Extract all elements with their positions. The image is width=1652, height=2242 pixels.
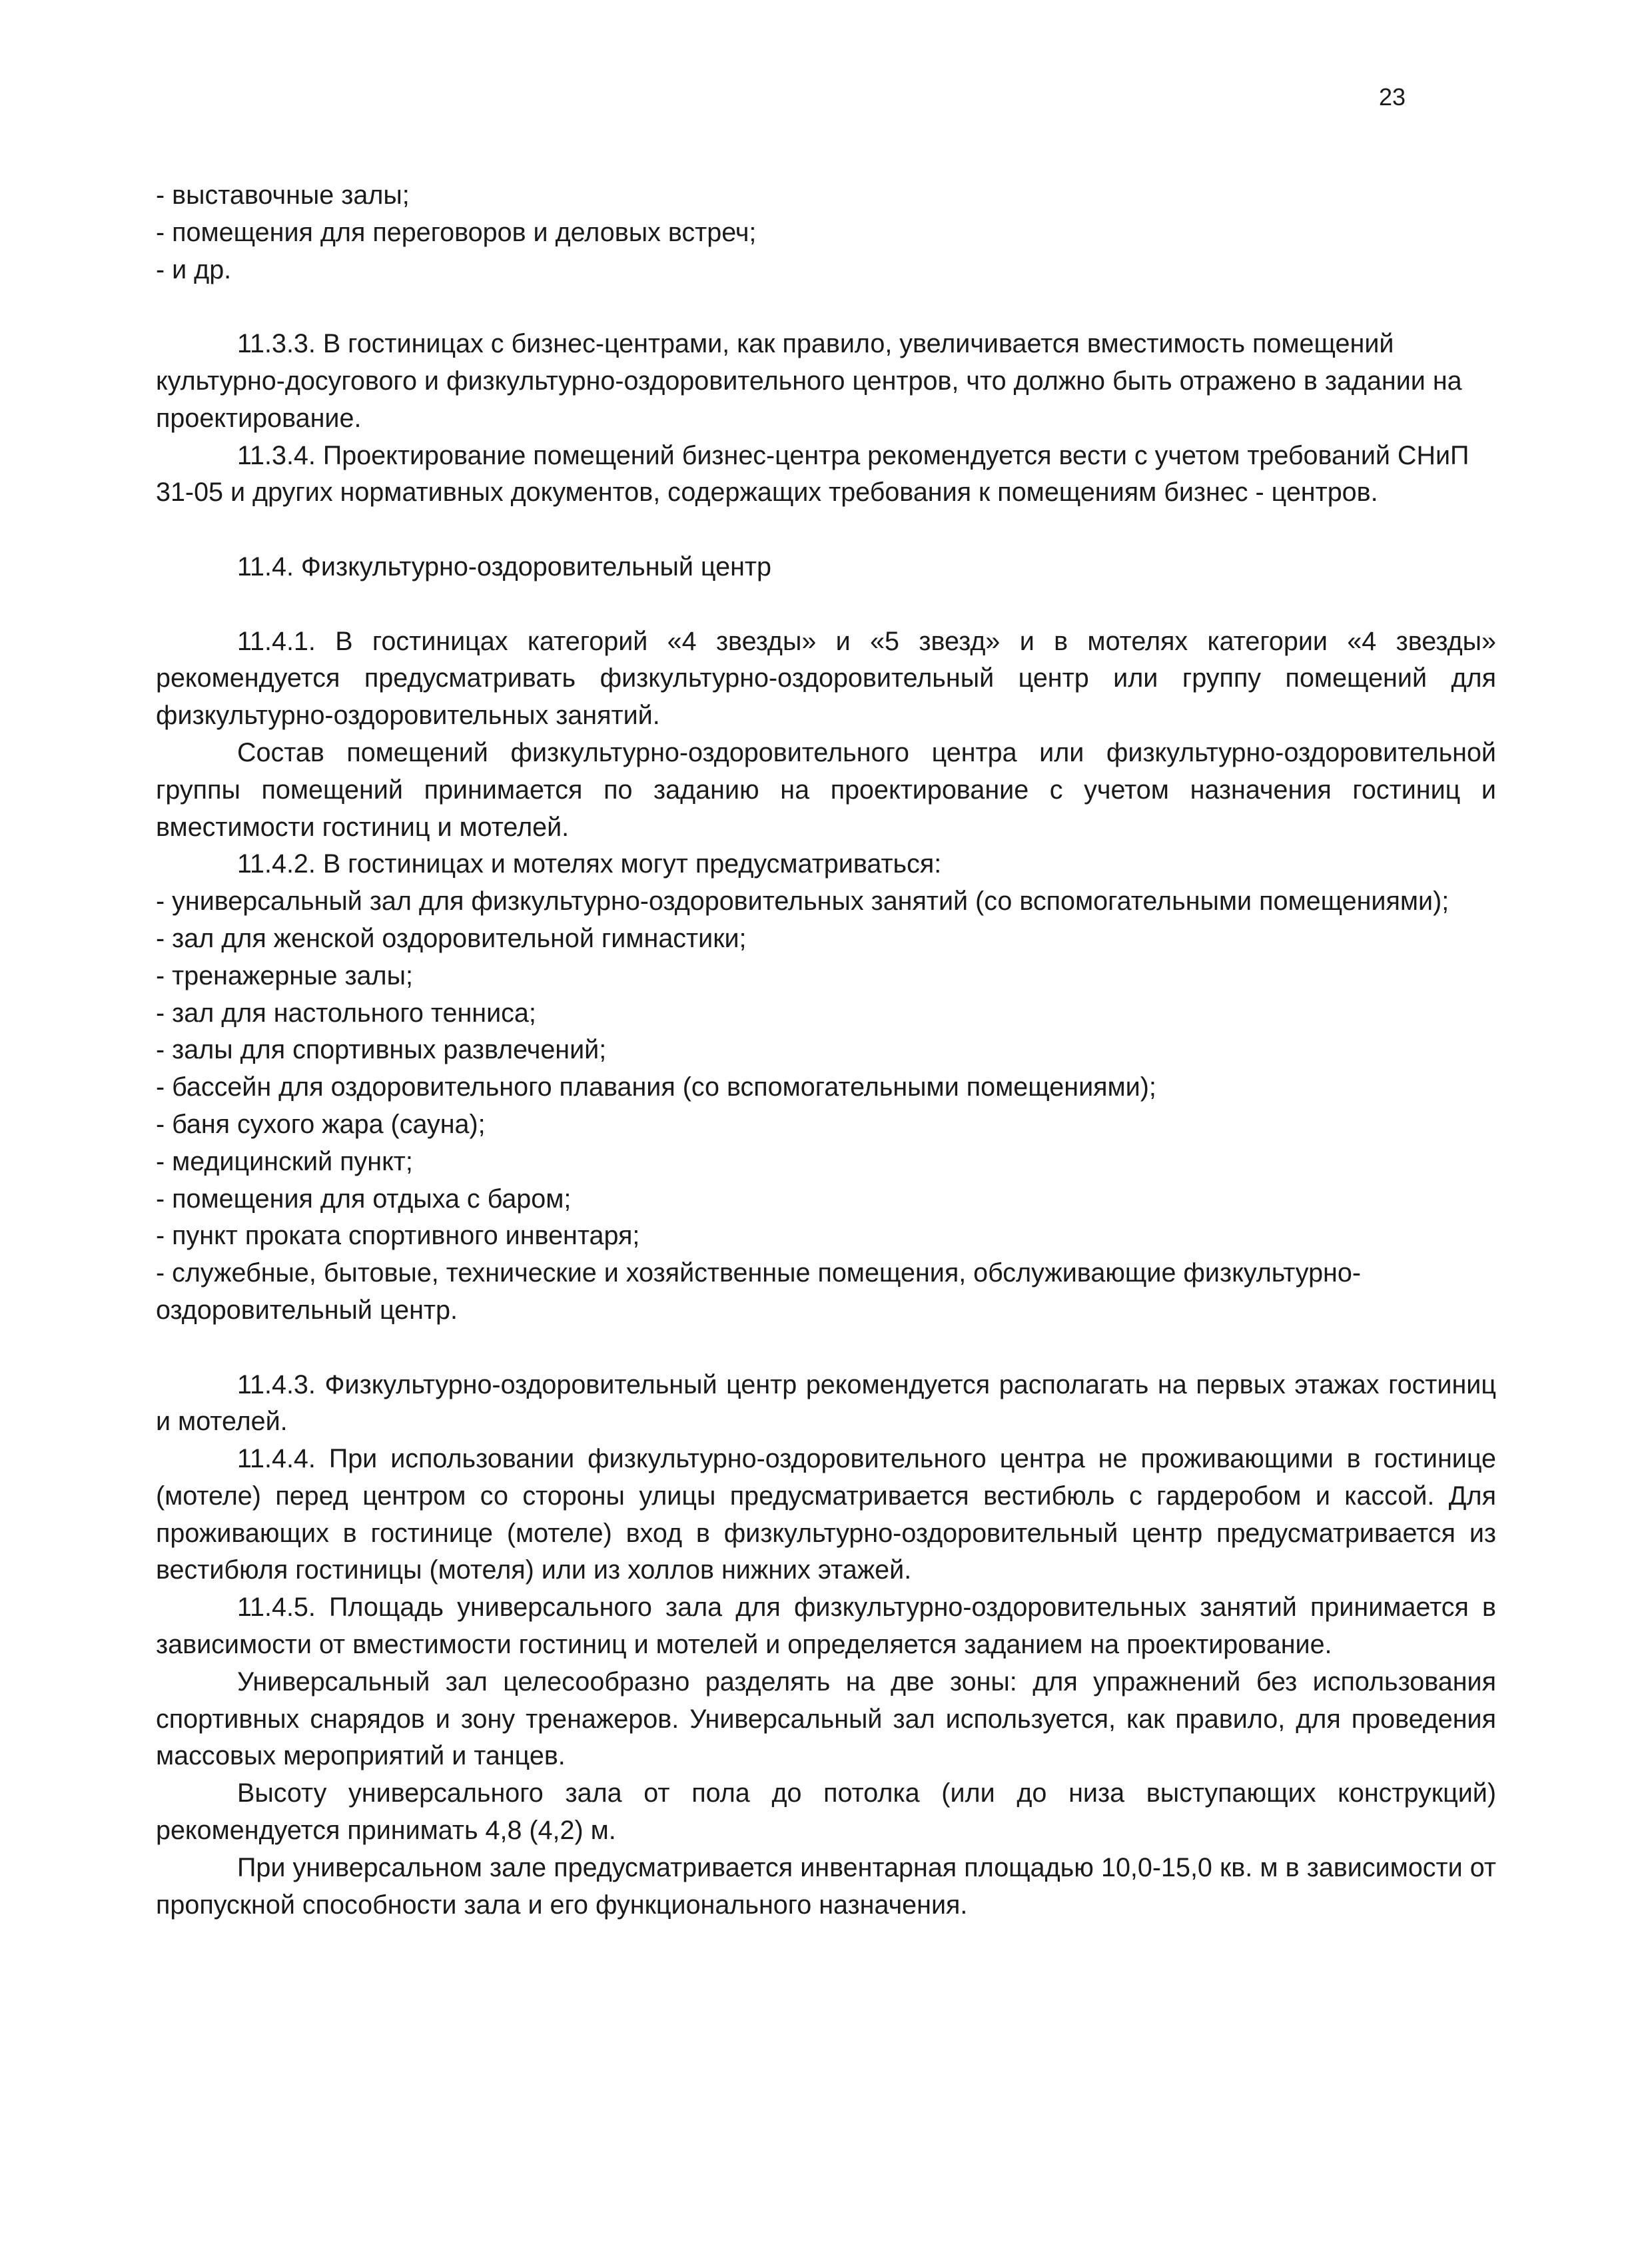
list-item: - служебные, бытовые, технические и хозяйственные помещения, обслуживающие физкультурно-оздоровительный центр. — [156, 1258, 1361, 1325]
list-item: - выставочные залы; — [156, 181, 410, 210]
spacer — [156, 512, 1496, 549]
list-item: - залы для спортивных развлечений; — [156, 1035, 607, 1065]
paragraph-height: Высоту универсального зала от пола до потолка (или до низа выступающих конструкций) рекомендуется принимать 4,8 (4,2) м. — [156, 1778, 1496, 1846]
paragraph-zones: Универсальный зал целесообразно разделять на две зоны: для упражнений без использования спортивных снарядов и зону тренажеров. Универсальный зал используется, как правило, для проведения массовых мероприятий и танцев. — [156, 1667, 1496, 1771]
paragraph-inventory: При универсальном зале предусматривается инвентарная площадью 10,0-15,0 кв. м в зависимости от пропускной способности зала и его функционального назначения. — [156, 1852, 1496, 1920]
list-item: - баня сухого жара (сауна); — [156, 1109, 486, 1139]
document-body — [156, 177, 1496, 1924]
paragraph-11-4-2: 11.4.2. В гостиницах и мотелях могут предусматриваться: — [237, 849, 942, 879]
list-item: - и др. — [156, 254, 232, 284]
list-item: - зал для женской оздоровительной гимнастики; — [156, 923, 747, 953]
spacer — [156, 1329, 1496, 1367]
paragraph-composition: Состав помещений физкультурно-оздоровительного центра или физкультурно-оздоровительной группы помещений принимается по заданию на проектирование с учетом назначения гостиниц и вместимости гостиниц и мотелей. — [156, 737, 1496, 842]
paragraph-11-4-1: 11.4.1. В гостиницах категорий «4 звезды» и «5 звезд» и в мотелях категории «4 звезды» рекомендуется предусматривать физкультурно-оздоровительный центр или группу помещений для физкультурно-оздоровительных занятий. — [156, 626, 1496, 731]
spacer — [156, 586, 1496, 623]
paragraph-11-4-3: 11.4.3. Физкультурно-оздоровительный центр рекомендуется располагать на первых этажах гостиниц и мотелей. — [156, 1369, 1496, 1437]
paragraph-11-4-5: 11.4.5. Площадь универсального зала для физкультурно-оздоровительных занятий принимается в зависимости от вместимости гостиниц и мотелей и определяется заданием на проектирование. — [156, 1593, 1496, 1660]
list-item: - помещения для переговоров и деловых встреч; — [156, 217, 757, 247]
list-item: - пункт проката спортивного инвентаря; — [156, 1221, 640, 1251]
list-item: - медицинский пункт; — [156, 1146, 413, 1176]
page-number: 23 — [1379, 83, 1406, 111]
spacer — [156, 288, 1496, 326]
section-heading-11-4: 11.4. Физкультурно-оздоровительный центр — [237, 552, 771, 581]
list-item: - бассейн для оздоровительного плавания (со вспомогательными помещениями); — [156, 1072, 1156, 1102]
list-item: - тренажерные залы; — [156, 960, 413, 990]
paragraph-11-3-3: 11.3.3. В гостиницах с бизнес-центрами, как правило, увеличивается вместимость помещений культурно-досугового и физкультурно-оздоровительного центров, что должно быть отражено в задании на проектирование. — [156, 329, 1462, 433]
list-item: - универсальный зал для физкультурно-оздоровительных занятий (со вспомогательными помещениями); — [156, 887, 1449, 917]
list-item: - помещения для отдыха с баром; — [156, 1184, 572, 1214]
paragraph-11-3-4: 11.3.4. Проектирование помещений бизнес-центра рекомендуется вести с учетом требований СНиП 31-05 и других нормативных документов, содержащих требования к помещениям бизнес - центров. — [156, 440, 1469, 508]
list-item: - зал для настольного тенниса; — [156, 998, 536, 1028]
paragraph-11-4-4: 11.4.4. При использовании физкультурно-оздоровительного центра не проживающими в гостинице (мотеле) перед центром со стороны улицы предусматривается вестибюль с гардеробом и кассой. Для проживающих в гостинице (мотеле) вход в физкультурно-оздоровительный центр предусматривается из вестибюля гостиницы (мотеля) или из холлов нижних этажей. — [156, 1444, 1496, 1585]
